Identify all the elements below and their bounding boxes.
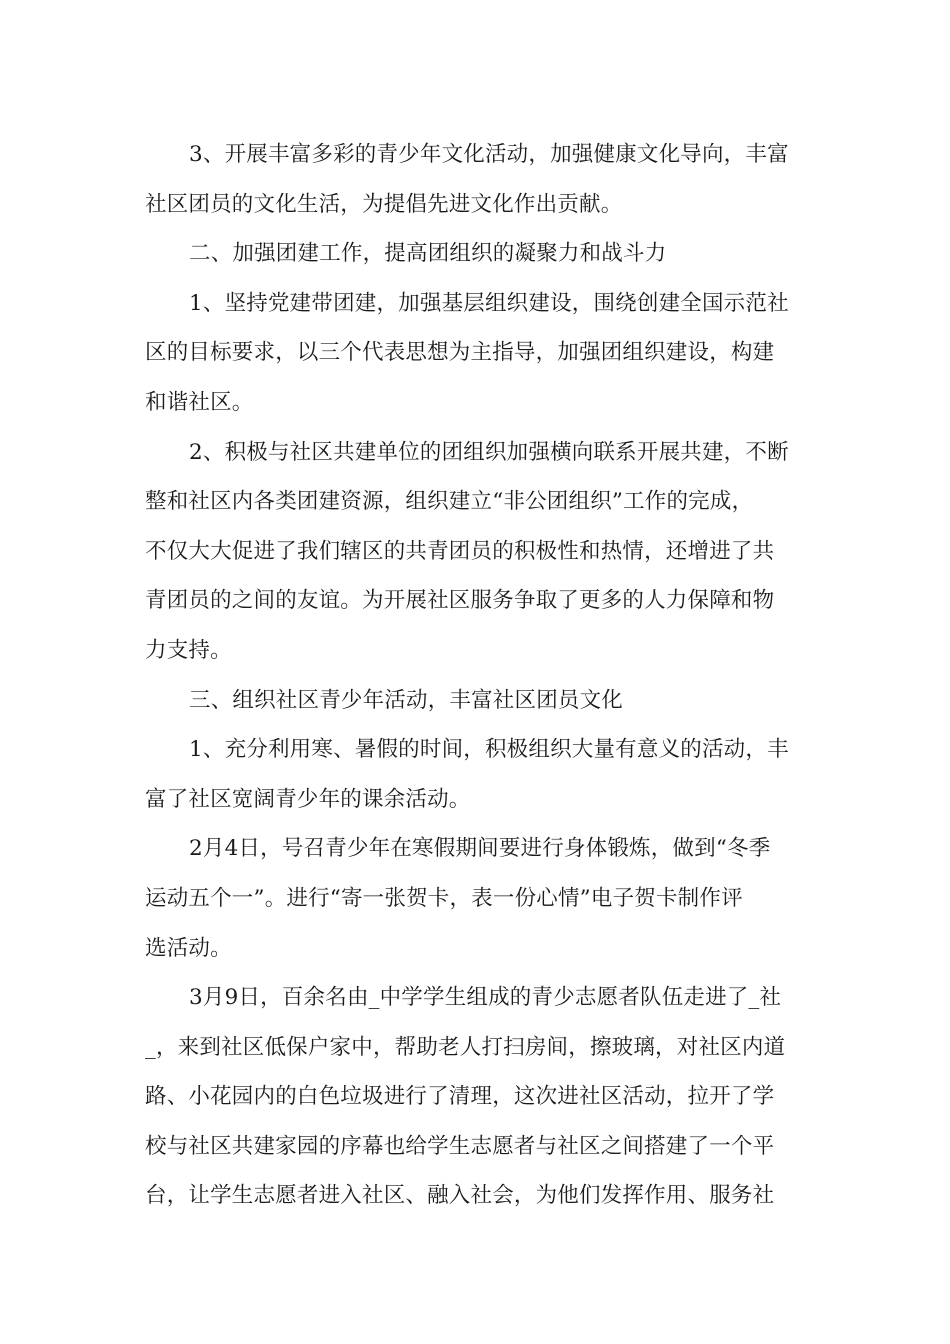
text-line: _，来到社区低保户家中，帮助老人打扫房间，擦玻璃，对社区内道 <box>145 1034 786 1060</box>
text-line: 选活动。 <box>145 935 232 961</box>
body-text <box>145 130 807 1221</box>
text-line: 三、组织社区青少年活动，丰富社区团员文化 <box>189 687 624 713</box>
text-line: 二、加强团建工作，提高团组织的凝聚力和战斗力 <box>189 241 667 267</box>
text-line: 3月9日，百余名由_中学学生组成的青少志愿者队伍走进了_社 <box>189 985 782 1011</box>
text-line: 台，让学生志愿者进入社区、融入社会，为他们发挥作用、服务社 <box>145 1183 775 1209</box>
text-line: 2、积极与社区共建单位的团组织加强横向联系开展共建，不断 <box>189 439 789 465</box>
text-line: 2月4日，号召青少年在寒假期间要进行身体锻炼，做到“冬季 <box>189 836 771 862</box>
text-line: 不仅大大促进了我们辖区的共青团员的积极性和热情，还增进了共 <box>145 538 775 564</box>
text-line: 青团员的之间的友谊。为开展社区服务争取了更多的人力保障和物 <box>145 588 775 614</box>
text-line: 1、坚持党建带团建，加强基层组织建设，围绕创建全国示范社 <box>189 290 789 316</box>
text-line: 区的目标要求，以三个代表思想为主指导，加强团组织建设，构建 <box>145 340 775 366</box>
text-line: 路、小花园内的白色垃圾进行了清理，这次进社区活动，拉开了学 <box>145 1084 775 1110</box>
text-line: 社区团员的文化生活，为提倡先进文化作出贡献。 <box>145 191 623 217</box>
text-line: 1、充分利用寒、暑假的时间，积极组织大量有意义的活动，丰 <box>189 737 789 763</box>
text-line: 整和社区内各类团建资源，组织建立“非公团组织”工作的完成， <box>145 489 754 515</box>
text-line: 力支持。 <box>145 637 232 663</box>
text-line: 富了社区宽阔青少年的课余活动。 <box>145 786 471 812</box>
text-line: 校与社区共建家园的序幕也给学生志愿者与社区之间搭建了一个平 <box>145 1133 775 1159</box>
text-line: 和谐社区。 <box>145 389 254 415</box>
text-line: 3、开展丰富多彩的青少年文化活动，加强健康文化导向，丰富 <box>189 142 789 167</box>
text-line: 运动五个一”。进行“寄一张贺卡，表一份心情”电子贺卡制作评 <box>145 885 743 911</box>
